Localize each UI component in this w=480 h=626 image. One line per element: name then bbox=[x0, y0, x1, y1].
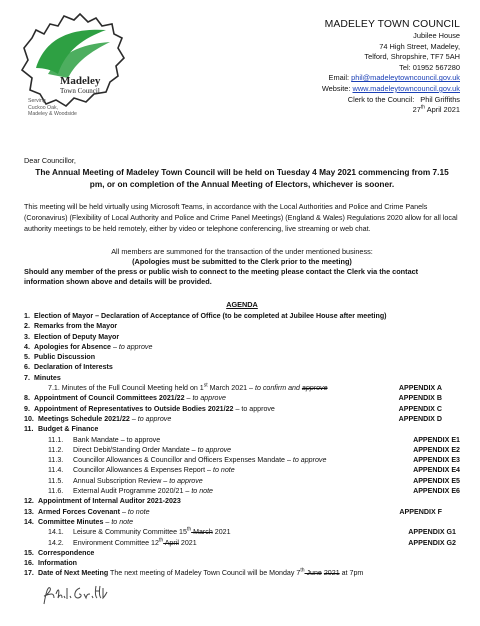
agenda-item: 16. Information bbox=[24, 559, 78, 568]
subitem-number: 11.6. bbox=[48, 487, 64, 496]
date-rest: April 2021 bbox=[425, 105, 460, 115]
subitem-text-2: 2021 bbox=[178, 538, 197, 547]
subitem-text: Environment Committee 12 bbox=[73, 538, 159, 547]
finance-subitem bbox=[24, 476, 460, 486]
email-line bbox=[322, 73, 460, 84]
letter-date bbox=[322, 105, 460, 116]
agenda-item-text: Remarks from the Mayor bbox=[34, 322, 118, 331]
minutes-note: to confirm and bbox=[254, 384, 302, 393]
clerk-label: Clerk to the Council: bbox=[347, 94, 415, 104]
email-label: Email: bbox=[328, 73, 350, 83]
appendix-label: APPENDIX C bbox=[398, 404, 442, 413]
website-link[interactable]: www.madeleytowncouncil.gov.uk bbox=[352, 83, 460, 93]
virtual-meeting-paragraph: This meeting will be held virtually using Microsoft Teams, in accordance with the Local Authorities and Police and Crime Panels (Coronavirus) (Flexibility of Local Authority and Police and Crime Panel Meetings) (England & Wales) Regulations 2020 allow for all local authority meetings to be held remotely, either by video or telephone conferencing, live streaming or web chat. bbox=[24, 202, 458, 234]
appendix-label: APPENDIX E5 bbox=[413, 476, 460, 485]
agenda-item-text: Election of Mayor – Declaration of Acceptance of Office (to be completed at Jubilee House after meeting) bbox=[34, 312, 387, 320]
clerk-name: Phil Griffiths bbox=[420, 94, 460, 104]
subitem-text: Bank Mandate – to approve bbox=[73, 435, 161, 444]
subitem-text: Councillor Allowances & Councillor and Officers Expenses Mandate – bbox=[73, 456, 293, 465]
next-meeting-struck: June bbox=[304, 569, 322, 578]
next-meeting-text: The next meeting of Madeley Town Council will be Monday 7 bbox=[108, 569, 301, 578]
press-note: Should any member of the press or public wish to connect to the meeting please contact the Clerk via the contact information shown above and details will be provided. bbox=[24, 267, 419, 286]
subitem-text-wrap bbox=[73, 455, 326, 465]
address-street: 74 High Street, Madeley, bbox=[379, 41, 460, 51]
appendix-label: APPENDIX F bbox=[399, 507, 442, 516]
agenda-item: 6. Declaration of Interests bbox=[24, 363, 113, 372]
appendix-label: APPENDIX E4 bbox=[413, 466, 460, 475]
address-block bbox=[322, 19, 460, 116]
agenda-subitem bbox=[24, 527, 460, 537]
subitem-text: Councillor Allowances & Expenses Report – bbox=[73, 466, 213, 475]
subitem-struck: March bbox=[191, 528, 213, 537]
agenda-item-note: – to approve bbox=[233, 404, 275, 413]
agenda-item-text: Information bbox=[38, 559, 78, 568]
agenda-item: 13. Armed Forces Covenant – to note APPENDIX F bbox=[24, 507, 442, 516]
subitem-text-2: 2021 bbox=[212, 528, 231, 537]
appendix-label: APPENDIX G2 bbox=[408, 538, 456, 547]
next-meeting-text-2: at 7pm bbox=[339, 569, 364, 578]
agenda-item-text: Committee Minutes bbox=[38, 517, 104, 526]
agenda-item-text: Appointment of Representatives to Outside Bodies 2021/22 bbox=[34, 404, 234, 413]
subitem-number: 11.1. bbox=[48, 435, 64, 444]
subitem-number: 11.4. bbox=[48, 466, 64, 475]
agenda-item: 3. Election of Deputy Mayor bbox=[24, 332, 120, 341]
agenda-item-text: Appointment of Council Committees 2021/22 bbox=[34, 394, 185, 403]
appendix-label: APPENDIX E2 bbox=[413, 445, 460, 454]
address-house: Jubilee House bbox=[413, 31, 460, 40]
serving-line: Cuckoo Oak, bbox=[28, 104, 58, 111]
finance-subitem bbox=[24, 455, 460, 465]
agenda-item: 14. Committee Minutes – to note bbox=[24, 517, 134, 526]
agenda-item-text: Meetings Schedule 2021/22 bbox=[38, 414, 130, 423]
logo-name: Madeley bbox=[60, 75, 101, 87]
agenda-subitem bbox=[24, 538, 460, 548]
minutes-text: 7.1. Minutes of the Full Council Meeting held on 1 bbox=[48, 384, 204, 393]
logo-sub: Town Council bbox=[60, 87, 100, 95]
subitem-note: to approve bbox=[197, 445, 232, 454]
agenda-item-text: Public Discussion bbox=[34, 353, 96, 362]
subitem-text: Annual Subscription Review – bbox=[73, 476, 170, 485]
agenda-item-note: – to approve bbox=[184, 394, 226, 403]
agenda-item-note: – to approve bbox=[129, 414, 172, 423]
agenda-item-text: Armed Forces Covenant bbox=[38, 507, 120, 516]
agenda-item-text: Appointment of Internal Auditor 2021-2023 bbox=[38, 497, 181, 506]
minutes-struck: approve bbox=[301, 384, 328, 393]
next-meeting-sup: th bbox=[300, 568, 305, 575]
finance-subitem bbox=[24, 445, 460, 455]
subitem-note: to note bbox=[191, 487, 214, 496]
appendix-label: APPENDIX B bbox=[398, 394, 442, 403]
subitem-text-wrap bbox=[73, 465, 235, 475]
subitem-number: 11.2. bbox=[48, 445, 64, 454]
agenda-item: 1. Election of Mayor – Declaration of Acceptance of Office (to be completed at Jubilee House after meeting) bbox=[24, 312, 387, 320]
appendix-label: APPENDIX D bbox=[398, 414, 442, 423]
agenda-item: 12. Appointment of Internal Auditor 2021-2023 bbox=[24, 497, 181, 506]
agenda-item-text: Election of Deputy Mayor bbox=[34, 332, 120, 341]
subitem-number: 14.2. bbox=[48, 538, 64, 547]
agenda-item: 7. Minutes bbox=[24, 373, 61, 382]
logo-serving-text bbox=[28, 98, 77, 118]
finance-subitem bbox=[24, 486, 460, 496]
agenda-item: 4. Apologies for Absence – to approve bbox=[24, 342, 153, 351]
serving-line: Serving bbox=[28, 98, 46, 104]
subitem-text-wrap bbox=[73, 445, 231, 455]
agenda-title: AGENDA bbox=[226, 300, 258, 309]
agenda-item-note: – to note bbox=[120, 507, 150, 516]
subitem-number: 11.5. bbox=[48, 476, 64, 485]
email-link[interactable]: phil@madeleytowncouncil.gov.uk bbox=[351, 73, 460, 83]
agenda-item-text: Correspondence bbox=[38, 548, 95, 557]
website-label: Website: bbox=[321, 83, 351, 93]
finance-subitem bbox=[24, 465, 460, 475]
agenda-item: 10. Meetings Schedule 2021/22 – to approve APPENDIX D bbox=[24, 414, 442, 423]
subitem-struck: April bbox=[163, 538, 179, 547]
salutation: Dear Councillor, bbox=[24, 156, 76, 165]
agenda-item-text: Budget & Finance bbox=[38, 425, 99, 434]
agenda-item: 15. Correspondence bbox=[24, 548, 95, 557]
council-name: MADELEY TOWN COUNCIL bbox=[324, 19, 460, 30]
subitem-text: Leisure & Community Committee 15 bbox=[73, 528, 187, 537]
website-line bbox=[322, 84, 460, 95]
date-sup: th bbox=[420, 104, 426, 111]
agenda-item: 11. Budget & Finance bbox=[24, 425, 99, 434]
appendix-label: APPENDIX A bbox=[398, 384, 442, 393]
subitem-text: External Audit Programme 2020/21 – bbox=[73, 487, 192, 496]
finance-subitems bbox=[24, 435, 460, 497]
agenda-subitem bbox=[24, 383, 460, 393]
agenda-item: 9. Appointment of Representatives to Outside Bodies 2021/22 – to approve APPENDIX C bbox=[24, 404, 442, 413]
minutes-text-2: March 2021 – bbox=[207, 384, 255, 393]
agenda-item: 2. Remarks from the Mayor bbox=[24, 322, 118, 331]
agenda-item: 5. Public Discussion bbox=[24, 353, 96, 362]
agenda-item-text: Minutes bbox=[34, 373, 61, 382]
next-meeting-struck-2: 2021 bbox=[323, 569, 340, 578]
address-town: Telford, Shropshire, TF7 5AH bbox=[364, 52, 460, 62]
subitem-number: 11.3. bbox=[48, 456, 64, 465]
appendix-label: APPENDIX E3 bbox=[413, 456, 460, 465]
subitem-note: to approve bbox=[169, 476, 203, 485]
agenda-item: 8. Appointment of Council Committees 2021/22 – to approve APPENDIX B bbox=[24, 394, 442, 403]
finance-subitem bbox=[24, 435, 460, 445]
subitem-text-wrap bbox=[73, 476, 203, 486]
appendix-label: APPENDIX E1 bbox=[413, 435, 460, 444]
subitem-sup: th bbox=[158, 537, 164, 544]
date-day: 27 bbox=[412, 105, 421, 115]
subitem-note: to approve bbox=[292, 456, 327, 465]
subitem-text: Direct Debit/Standing Order Mandate – bbox=[73, 445, 198, 454]
appendix-label: APPENDIX E6 bbox=[413, 487, 460, 496]
apologies-note: (Apologies must be submitted to the Clerk prior to the meeting) bbox=[132, 257, 352, 266]
subitem-note: to note bbox=[212, 466, 235, 475]
agenda-item-text: Apologies for Absence bbox=[34, 342, 111, 351]
clerk-line bbox=[322, 95, 460, 106]
minutes-sup: st bbox=[203, 382, 208, 389]
appendix-label: APPENDIX G1 bbox=[408, 528, 456, 537]
agenda-item-note: – to note bbox=[103, 517, 134, 526]
agenda-item-text: Declaration of Interests bbox=[34, 363, 113, 372]
summons-line: All members are summoned for the transaction of the under mentioned business: bbox=[111, 247, 373, 256]
telephone: Tel: 01952 567280 bbox=[399, 62, 460, 72]
agenda-list bbox=[24, 311, 460, 579]
meeting-headline: The Annual Meeting of Madeley Town Council will be held on Tuesday 4 May 2021 commencing from 7.15 pm, or on completion of the Annual Meeting of Electors, whichever is sooner. bbox=[35, 167, 449, 189]
agenda-item: 17. Date of Next Meeting The next meeting of Madeley Town Council will be Monday 7th June 2021 at 7pm bbox=[24, 568, 364, 578]
subitem-text-wrap bbox=[73, 486, 213, 496]
logo-wordmark bbox=[60, 76, 100, 95]
serving-line: Madeley & Woodside bbox=[28, 111, 77, 117]
subitem-sup: th bbox=[186, 526, 192, 533]
subitem-text-wrap bbox=[73, 435, 160, 445]
agenda-item-note: – to approve bbox=[111, 342, 153, 351]
clerk-signature bbox=[40, 582, 110, 608]
subitem-number: 14.1. bbox=[48, 528, 64, 537]
agenda-item-text: Date of Next Meeting bbox=[38, 569, 109, 578]
